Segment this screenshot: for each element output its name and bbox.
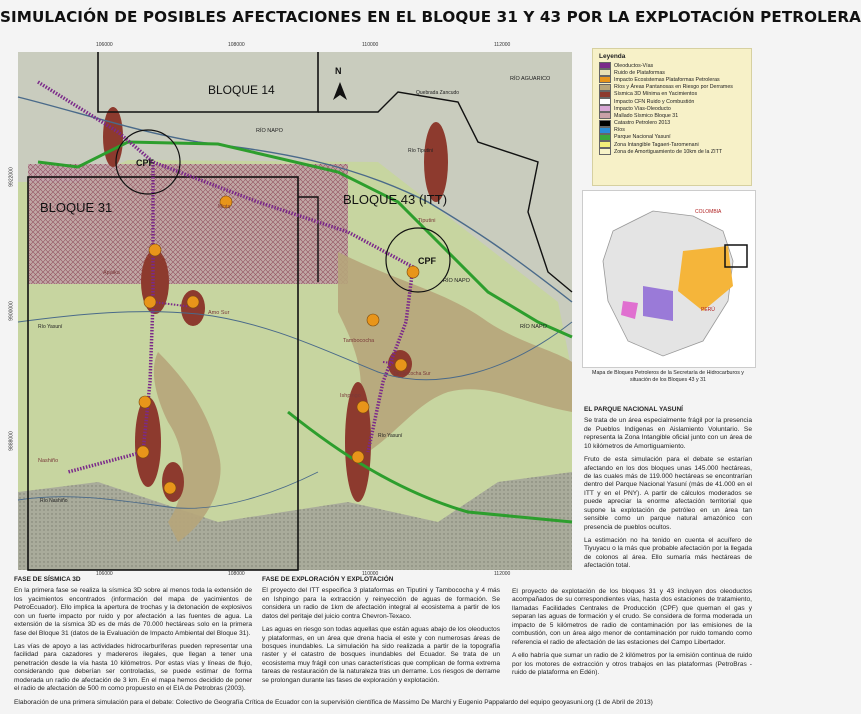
legend-swatch xyxy=(599,76,611,83)
legend-swatch xyxy=(599,134,611,141)
inset-caption: Mapa de Bloques Petroleros de la Secretaría de Hidrocarburos y situación de los Bloques 43 y 31 xyxy=(592,370,744,383)
legend-item xyxy=(593,69,751,76)
legend-label: Ríos y Áreas Pantanosas en Riesgo por Derrames xyxy=(614,84,733,91)
label-place: Tambococha xyxy=(343,338,375,344)
legend-item xyxy=(593,62,751,69)
legend-item xyxy=(593,148,751,155)
legend-item xyxy=(593,141,751,148)
seismic-blob xyxy=(345,382,371,502)
legend-label: Parque Nacional Yasuní xyxy=(614,134,671,141)
paragraph: A ello habría que sumar un radio de 2 kilómetros por la emisión continua de ruido por los motores de extracción y otros trabajos en las plataformas (PetroBras - ruido de plataforma en Edén). xyxy=(512,652,752,676)
legend-item xyxy=(593,91,751,98)
map-svg xyxy=(18,52,572,570)
seismic-blob xyxy=(162,462,184,502)
legend-label: Oleoductos-Vías xyxy=(614,62,654,69)
label-river: Río Nashiño xyxy=(40,498,68,504)
inset-svg xyxy=(583,191,755,367)
x-tick: 106000 xyxy=(96,571,113,577)
legend-item xyxy=(593,98,751,105)
heading-sismica: FASE DE SÍSMICA 3D xyxy=(14,576,81,583)
heading-exploracion: FASE DE EXPLORACIÓN Y EXPLOTACIÓN xyxy=(262,576,394,583)
section-exploracion xyxy=(262,576,500,690)
inset-map xyxy=(582,190,756,368)
x-tick: 110000 xyxy=(362,571,379,577)
section-oleoductos xyxy=(512,588,752,682)
inset-blocks-2 xyxy=(643,286,673,321)
x-tick: 112000 xyxy=(494,42,511,48)
seismic-blob xyxy=(424,122,448,202)
legend-label: Mallado Sísmico Bloque 31 xyxy=(614,112,679,119)
label-place: Quebrada Zancudo xyxy=(416,90,460,96)
label-place: Tiputini xyxy=(418,218,436,224)
seismic-blob xyxy=(103,107,123,167)
legend-label: Impacto Ecosistemas Plataformas Petroleras xyxy=(614,76,720,83)
label-place: Minta xyxy=(218,204,231,210)
legend-swatch xyxy=(599,148,611,155)
label-river: Río Yasuní xyxy=(378,433,403,439)
paragraph: En la primera fase se realiza la sísmica 3D sobre al menos toda la extensión de los yacimientos encontrados (información del mapa de yacimientos de PetroEcuador). Ello implica la apertura de trochas y la detonación de explosivos con un fuerte impacto por ruido y por afectación a las fuentes de agua. La extensión de la sísmica 3D es de más de 70.000 hectáreas solo en la primera fase del Bloque 31 (datos de la Evaluación de Impacto Ambiental del Bloque 31). xyxy=(14,587,252,637)
x-tick: 108000 xyxy=(228,571,245,577)
label-cpf-1: CPF xyxy=(136,158,154,168)
paragraph: El proyecto del ITT especifica 3 plataformas en Tiputini y Tambococha y 4 más en Ishpingo para la extracción y reinyección de aguas de formación. Se considera un radio de 1km de afectación integral al ecosistema a partir de los datos del peritaje del juicio contra Chevron-Texaco. xyxy=(262,587,500,620)
legend-swatch xyxy=(599,91,611,98)
label-cpf-2: CPF xyxy=(418,256,436,266)
paragraph: La estimación no ha tenido en cuenta el acuífero de Tiyuyacu o la más que probable afectación por la llegada de colonos al área. Ello sumaría más hectáreas de afectación total. xyxy=(584,537,752,570)
section-yasuni xyxy=(584,406,752,576)
legend-label: Zona de Amortiguamiento de 10km de la ZITT xyxy=(614,148,723,155)
credits-footer: Elaboración de una primera simulación para el debate: Colectivo de Geografía Crítica de Ecuador con la supervisión científica de Massimo De Marchi y Eugenio Pappalardo del equipo geoyasuni.org (1 de Abril de 2013) xyxy=(14,699,653,706)
y-tick: 9888000 xyxy=(8,431,15,451)
label-bloque43: BLOQUE 43 (ITT) xyxy=(343,192,448,207)
legend-swatch xyxy=(599,62,611,69)
legend-swatch xyxy=(599,98,611,105)
y-tick: 9922000 xyxy=(8,167,15,187)
label-river: RÍO NAPO xyxy=(256,128,283,134)
label-river: RÍO NAPO xyxy=(443,278,470,284)
legend-swatch xyxy=(599,112,611,119)
legend-item xyxy=(593,76,751,83)
legend-item xyxy=(593,84,751,91)
inset-label-colombia: COLOMBIA xyxy=(695,209,722,215)
page-title: SIMULACIÓN DE POSIBLES AFECTACIONES EN EL BLOQUE 31 Y 43 POR LA EXPLOTACIÓN PETROLERA xyxy=(0,8,861,26)
x-tick: 108000 xyxy=(228,42,245,48)
legend-item xyxy=(593,112,751,119)
label-place: Apaika xyxy=(103,270,120,276)
paragraph: Las vías de apoyo a las actividades hidrocarburíferas pueden representar una facilidad para cazadores y madereros ilegales, que llegan a tener una penetración desde la vía hasta 10 kilómetros. Por estas vías y líneas de flujo, considerando que deberían ser controladas, se puede estimar de forma moderada un radio de afectación de 3 km. En el mapa hemos decidido de poner el radio de afectación de 500 m como propuesto en el EIA de Petrobras (2003). xyxy=(14,642,252,693)
label-place: Ishpingo xyxy=(340,393,361,399)
legend-swatch xyxy=(599,105,611,112)
legend xyxy=(592,48,752,186)
legend-swatch xyxy=(599,84,611,91)
label-bloque14: BLOQUE 14 xyxy=(208,83,275,97)
legend-items xyxy=(593,62,751,155)
section-sismica xyxy=(14,576,252,699)
legend-label: Catastro Petrolero 2013 xyxy=(614,120,671,127)
label-river: RÍO AGUARICO xyxy=(510,76,551,82)
y-tick: 9900000 xyxy=(8,301,15,321)
paragraph: Se trata de un área especialmente frágil por la presencia de Pueblos Indígenas en Aislamiento Voluntario. Se representa la Zona Intangible oficial junto con un área de 10 kilómetros de Amortiguamiento. xyxy=(584,417,752,450)
paragraph: Fruto de esta simulación para el debate se estarían afectando en los dos bloques unas 145.000 hectáreas, de las cuales más de 119.000 hectáreas se encontrarían dentro del Parque Nacional Yasuní (más de 41.000 en el ITT y en el PNY). A partir de cálculos moderados se puede apreciar la enorme afectación territorial que supone la explotación de petróleo en un área tan sensible como un parque natural amazónico con presencia de pueblos ocultos. xyxy=(584,456,752,531)
legend-title: Leyenda xyxy=(599,53,626,60)
legend-item xyxy=(593,120,751,127)
legend-swatch xyxy=(599,69,611,76)
legend-label: Impacto CFN Ruido y Combustión xyxy=(614,98,695,105)
paragraph: Las aguas en riesgo son todas aquellas que están aguas abajo de los oleoductos y plataformas, en un área que drena hacia el este y con numerosas áreas de bosques inundables. La simulación ha sido realizada a partir de la topografía raster y el catastro de bosques inundables del Ecuador. Se trata de un ecosistema muy frágil con unas características que complican de forma extrema tareas de restauración de la naturaleza tras un derrame. Los riesgos de derrame se prolongan durante las fases de exploración y explotación. xyxy=(262,626,500,684)
legend-item xyxy=(593,127,751,134)
label-river: Río Yasuní xyxy=(38,324,63,330)
legend-item xyxy=(593,105,751,112)
label-place: Nashiño xyxy=(38,458,59,464)
legend-label: Ríos xyxy=(614,127,625,134)
label-place: Tambococha Sur xyxy=(393,371,431,377)
label-river: RÍO NAPO xyxy=(520,324,547,330)
legend-label: Impacto Vías-Oleoducto xyxy=(614,105,671,112)
label-place: Amo Sur xyxy=(208,310,230,316)
heading-yasuni: EL PARQUE NACIONAL YASUNÍ xyxy=(584,406,683,413)
legend-swatch xyxy=(599,120,611,127)
legend-label: Ruido de Plataformas xyxy=(614,69,665,76)
inset-label-peru: PERÚ xyxy=(701,307,715,313)
x-tick: 110000 xyxy=(362,42,379,48)
seismic-blob xyxy=(135,397,161,487)
main-map xyxy=(8,42,572,577)
label-river: Río Tiputini xyxy=(408,148,434,154)
seismic-mesh-block31 xyxy=(28,164,348,284)
north-label: N xyxy=(335,66,342,76)
paragraph: El proyecto de explotación de los bloques 31 y 43 incluyen dos oleoductos acompañados de su correspondientes vías, hasta dos estaciones de tratamiento, llamadas Facilidades Centrales de Producción (CPF) que queman el gas y separan las aguas de formación y el crudo. Se considera de forma moderada un impacto de 5 kilómetros de radio de contaminación por las emisiones de la combustión, con un área algo menor de contaminación por ruido tomando como referencia el radio de afectación de las estaciones del Campo Libertador. xyxy=(512,588,752,646)
legend-swatch xyxy=(599,127,611,134)
label-bloque31: BLOQUE 31 xyxy=(40,200,113,215)
x-tick: 112000 xyxy=(494,571,511,577)
legend-label: Sísmica 3D Mínima en Yacimientos xyxy=(614,91,698,98)
legend-label: Zona Intangible Tagaeri-Taromenani xyxy=(614,141,699,148)
x-tick: 106000 xyxy=(96,42,113,48)
legend-swatch xyxy=(599,141,611,148)
legend-item xyxy=(593,134,751,141)
